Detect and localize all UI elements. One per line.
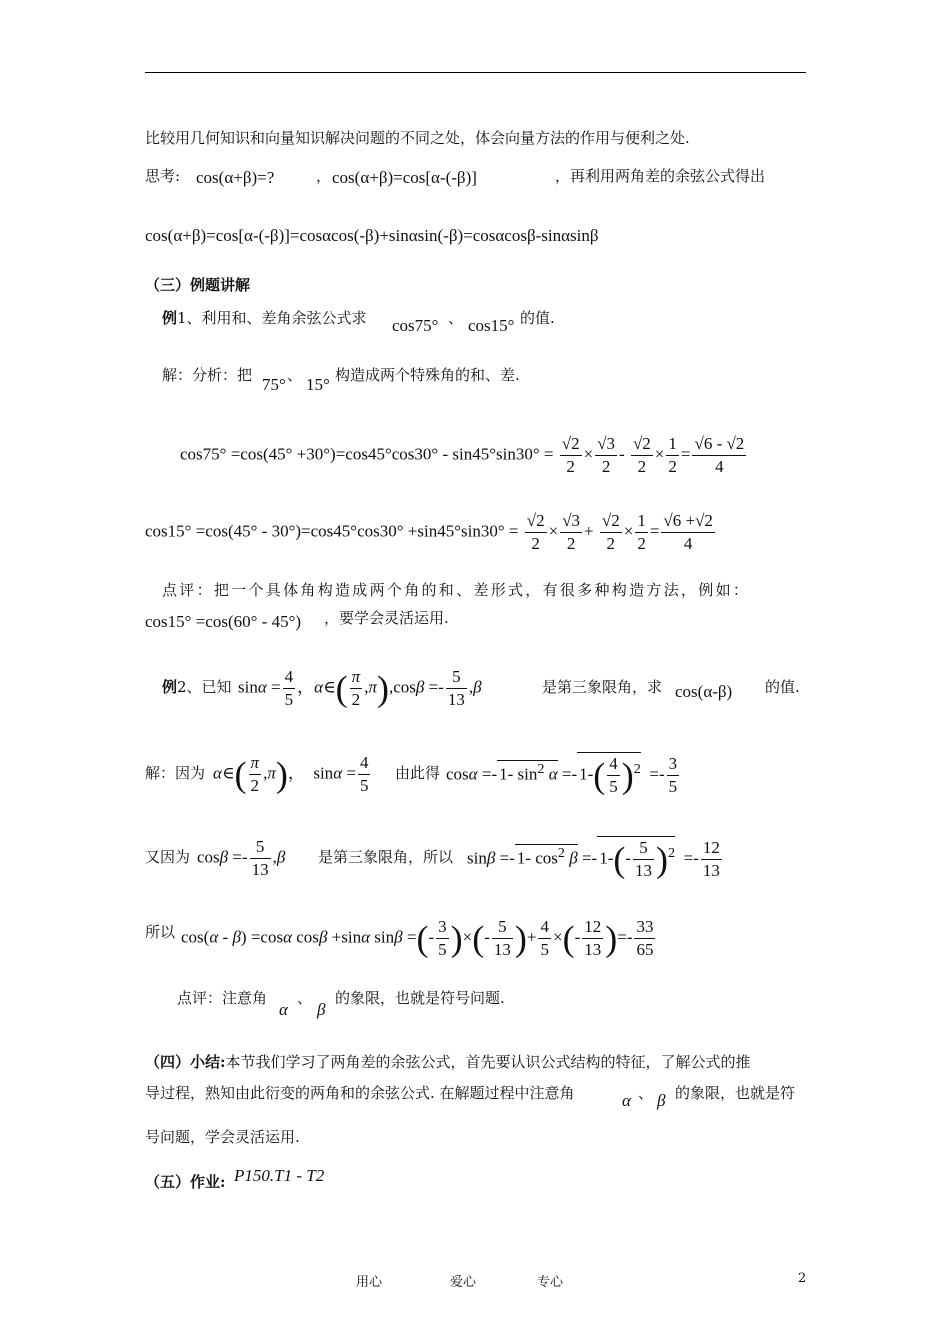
example1-sol-b: 15°: [306, 375, 330, 394]
summary-text3: 号问题，学会灵活运用.: [145, 1128, 300, 1146]
think-sep: ，: [316, 167, 332, 185]
think-expr1: cos(α+β)=?: [196, 168, 275, 187]
remark2-expr: cos15° =cos(60° - 45°): [145, 612, 302, 631]
summary-text1: 本节我们学习了两角差的余弦公式，首先要认识公式结构的特征，了解公式的推: [225, 1053, 751, 1071]
intro-text: 比较用几何知识和向量知识解决问题的不同之处，体会向量方法的作用与便利之处.: [145, 129, 690, 147]
remark-pre: 点评：注意角: [177, 989, 268, 1007]
footer-yongxin: 用心: [356, 1275, 383, 1290]
cos15-lhs: cos15° =cos(45° - 30°)=cos45°cos30° +sin45°sin30° =: [145, 521, 519, 541]
sol3-result: cos(α - β) =cosα cosβ +sinα sinβ =(- $\frac{3}{5}$ )×(- $\frac{5}{13}$ )+ $\frac{4}{5}$ ×(- $\frac{12}{13}$ )=- $\frac{33}{65}$: [181, 917, 654, 959]
remark-tail: 的象限，也就是符号问题.: [335, 989, 505, 1007]
remark-alpha: α: [279, 1000, 288, 1019]
summary-text2: 导过程，熟知由此衍变的两角和的余弦公式. 在解题过程中注意角: [145, 1084, 575, 1102]
example2-label: 例: [162, 678, 178, 696]
think-expr2: cos(α+β)=cos[α-(-β)]: [332, 168, 477, 187]
sol2-result: sinβ =- 1- $\cos^2 \beta =- 1-(-$ $\frac{5}{13}$ )$^2$ =- $\frac{12}{13}$: [467, 838, 720, 880]
cos15-formula: cos15° =cos(45° - 30°)=cos45°cos30° +sin45°sin30° = $\frac{√2}{2}$ × $\frac{√3}{2}$ + $\frac{√2}{2}$ × $\frac{1}{2}$ = $\frac{√6 +√2}{4}$: [145, 511, 713, 553]
example2-text: 2、已知: [177, 678, 232, 696]
example1-sol-pre: 解：分析：把: [162, 366, 253, 384]
example1-text: 1、利用和、差角余弦公式求: [177, 309, 367, 327]
think-tail: ，再利用两角差的余弦公式得出: [555, 167, 766, 185]
sol1-pre: 解：因为: [145, 764, 206, 782]
derivation-formula: cos(α+β)=cos[α-(-β)]=cosαcos(-β)+sinαsin(-β)=cosαcosβ-sinαsinβ: [145, 226, 599, 245]
cos75-formula: cos75° =cos(45° +30°)=cos45°cos30° - sin45°sin30° = $\frac{√2}{2}$ × $\frac{√3}{2}$ - $\frac{√2}{2}$ × $\frac{1}{2}$ = $\frac{√6 - √2}{4}$: [180, 434, 745, 476]
example1-heading: [162, 308, 367, 328]
cos75-lhs: cos75° =cos(45° +30°)=cos45°cos30° - sin45°sin30° =: [180, 444, 554, 464]
remark1-text: 点评：把一个具体角构造成两个角的和、差形式，有很多种构造方法，例如：: [162, 581, 751, 599]
summary-title: （四）小结:: [145, 1053, 226, 1071]
example1-b: cos15°: [468, 316, 515, 335]
summary-text2-tail: 的象限，也就是符: [675, 1084, 796, 1102]
think-label: 思考:: [145, 167, 181, 185]
remark-beta: β: [317, 1000, 326, 1019]
summary-line1: [145, 1052, 751, 1072]
sol2-given: cosβ =- $\frac{5}{13}$ ,β: [197, 837, 286, 879]
summary-beta: β: [657, 1091, 666, 1110]
remark-sep: 、: [297, 989, 313, 1007]
example1-sol-sep: 、: [287, 366, 303, 384]
example1-a: cos75°: [392, 316, 439, 335]
example2-target: cos(α-β): [675, 682, 733, 701]
example1-sol-a: 75°: [262, 375, 286, 394]
sol1-mid: 由此得: [395, 764, 441, 782]
example1-tail: 的值.: [520, 309, 555, 327]
section3-title: （三）例题讲解: [145, 276, 251, 294]
remark2-tail: ，要学会灵活运用.: [324, 609, 449, 627]
summary-alpha: α: [622, 1091, 631, 1110]
sol1-interval: α∈( $\frac{\pi}{2}$ ,π)， sinα = $\frac{4}{5}$: [213, 753, 369, 795]
homework-expr: P150.T1 - T2: [234, 1166, 325, 1185]
footer-aixin: 爱心: [450, 1275, 477, 1290]
homework-title: （五）作业:: [145, 1173, 226, 1191]
sol1-result: cosα =- 1- $\sin^2 \alpha =- 1-$( $\frac{4}{5}$ )$^2$ =- $\frac{3}{5}$: [446, 754, 678, 796]
example1-label: 例: [162, 309, 178, 327]
example2-given: sinα = $\frac{4}{5}$ ，α∈( $\frac{\pi}{2}$ ,π),cosβ =- $\frac{5}{13}$ ,β: [238, 667, 482, 709]
example2-tail: 的值.: [765, 678, 800, 696]
page-number: 2: [798, 1271, 807, 1286]
example1-sol-tail: 构造成两个特殊角的和、差.: [335, 366, 520, 384]
sol2-pre: 又因为: [145, 848, 191, 866]
sol3-pre: 所以: [145, 923, 176, 941]
footer-zhuanxin: 专心: [537, 1275, 564, 1290]
example1-sep: 、: [448, 309, 464, 327]
header-rule: [145, 72, 806, 73]
summary-sep: 、: [638, 1084, 654, 1102]
example2-mid: 是第三象限角，求: [542, 678, 663, 696]
example2-heading: [162, 677, 232, 697]
sol2-mid: 是第三象限角，所以: [318, 848, 454, 866]
